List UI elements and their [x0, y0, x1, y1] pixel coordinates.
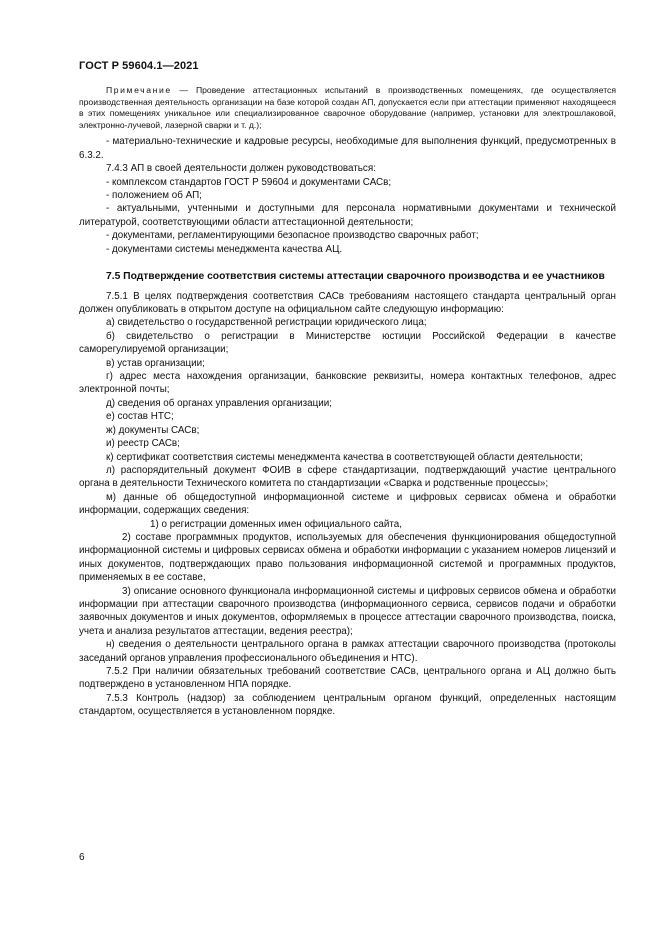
- sub-item-1: 1) о регистрации доменных имен официального сайта,: [150, 518, 403, 530]
- list-item: г) адрес места нахождения организации, банковские реквизиты, номера контактных телефонов, адрес электронной почты;: [79, 371, 616, 396]
- list-item: а) свидетельство о государственной регистрации юридического лица;: [106, 317, 427, 329]
- list-item: - документами системы менеджмента качества АЦ.: [106, 243, 343, 255]
- paragraph-7-5-1: 7.5.1 В целях подтверждения соответствия САСв требованиям настоящего стандарта центральный орган должен опубликовать в открытом доступе на официальном сайте следующую информацию:: [79, 290, 616, 316]
- note-lead: Примечание: [106, 85, 172, 95]
- section-heading-7-5: 7.5 Подтверждение соответствия системы аттестации сварочного производства и ее участников: [106, 271, 605, 283]
- list-item: л) распорядительный документ ФОИВ в сфере стандартизации, подтверждающий участие центрального органа в деятельности Технического комитета по стандартизации «Сварка и родственные процессы»;: [79, 464, 616, 490]
- paragraph-7-4-3: 7.4.3 АП в своей деятельности должен руководствоваться:: [106, 163, 376, 175]
- note-text: — Проведение аттестационных испытаний в производственных помещениях, где осуществляется производственная деятельность организации на базе которой создан АП, допускается если при аттестации применяют находящееся в этих помещениях уникальное или специализированное сварочное оборудование (например, установки для электрошлаковой, электронно-лучевой, лазерной сварки и т. д.);: [79, 85, 616, 130]
- sub-item-2: 2) составе программных продуктов, используемых для обеспечения функционирования общедоступной информационной системы и цифровых сервисах обмена и обработки информации с указанием номеров лицензий и иных документов, подтверждающих право пользования информационной системой и программных продуктов, применяемых в ее составе,: [79, 531, 616, 584]
- page-number: 6: [79, 852, 85, 863]
- paragraph-7-5-3: 7.5.3 Контроль (надзор) за соблюдением центральным органом функций, определенных настоящим стандартом, осуществляется в установленном порядке.: [79, 692, 616, 718]
- list-item: н) сведения о деятельности центрального органа в рамках аттестации сварочного производства (протоколы заседаний органов управления профессионального объединения и НТС).: [79, 639, 616, 664]
- list-item: б) свидетельство о регистрации в Министерстве юстиции Российской Федерации в качестве саморегулируемой организации;: [79, 330, 616, 356]
- sub-item-3: 3) описание основного функционала информационной системы и цифровых сервисов обмена и обработки информации при аттестации сварочного производства (информационного сервиса, сервисов подачи и обработки заявочных документов и иных документов, оформляемых в процессе аттестации сварочного производства, поиска, учета и анализа результатов аттестации, ведения реестра);: [79, 585, 616, 637]
- note-paragraph: [79, 85, 616, 131]
- list-item: в) устав организации;: [106, 357, 205, 369]
- list-item: к) сертификат соответствия системы менеджмента качества в соответствующей области деятельности;: [106, 451, 583, 463]
- list-item: - материально-технические и кадровые ресурсы, необходимые для выполнения функций, предусмотренных в 6.3.2.: [79, 136, 616, 161]
- list-item: и) реестр САСв;: [106, 438, 180, 450]
- list-item: ж) документы САСв;: [106, 424, 200, 436]
- document-header: ГОСТ Р 59604.1—2021: [79, 60, 199, 72]
- list-item: м) данные об общедоступной информационной системе и цифровых сервисах обмена и обработки информации, содержащих сведения:: [79, 491, 616, 517]
- paragraph-7-5-2: 7.5.2 При наличии обязательных требований соответствие САСв, центрального органа и АЦ должно быть подтверждено в установленном НПА порядке.: [79, 666, 616, 691]
- list-item: - положением об АП;: [106, 190, 202, 201]
- list-item: д) сведения об органах управления организации;: [106, 397, 333, 409]
- list-item: е) состав НТС;: [106, 411, 174, 423]
- list-item: - документами, регламентирующими безопасное производство сварочных работ;: [106, 230, 479, 242]
- list-item: - комплексом стандартов ГОСТ Р 59604 и документами САСв;: [106, 176, 392, 188]
- document-body: [79, 85, 616, 719]
- list-item: - актуальными, учтенными и доступными для персонала нормативными документами и технической литературой, соответствующими области аттестационной деятельности;: [79, 203, 616, 228]
